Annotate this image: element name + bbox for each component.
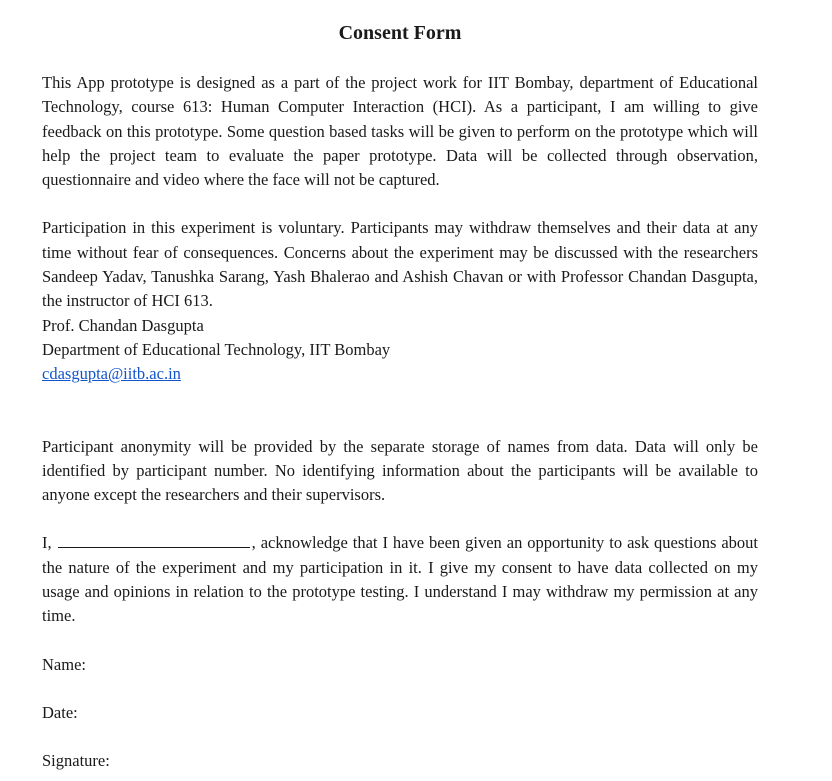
contact-department: Department of Educational Technology, IIT Bombay [42,339,391,359]
consent-suffix: , acknowledge that I have been given an opportunity to ask questions about the nature of the experiment and my participation in it. I give my consent to have data collected on my usage and opinions in relation to the prototype testing. I understand I may withdraw my permission at any time. [42,533,758,626]
anonymity-paragraph: Participant anonymity will be provided by the separate storage of names from data. Data will only be identified by participant number. No identifying information about the participants will be available to anyone except the researchers and their supervisors. [42,436,758,505]
contact-email-link[interactable]: cdasgupta@iitb.ac.in [42,364,181,384]
signature-field-label: Signature: [42,751,110,771]
consent-statement [42,531,758,628]
participation-paragraph: Participation in this experiment is voluntary. Participants may withdraw themselves and their data at any time without fear of consequences. Concerns about the experiment may be discussed with the researchers Sandeep Yadav, Tanushka Sarang, Yash Bhalerao and Ashish Chavan or with Professor Chandan Dasgupta, the instructor of HCI 613. [42,218,758,311]
contact-name: Prof. Chandan Dasgupta [42,315,204,335]
intro-paragraph: This App prototype is designed as a part of the project work for IIT Bombay, department of Educational Technology, course 613: Human Computer Interaction (HCI). As a participant, I am willing to give feedback on this prototype. Some question based tasks will be given to perform on the prototype which will help the project team to evaluate the paper prototype. Data will be collected through observation, questionnaire and video where the face will not be captured. [42,73,758,190]
consent-prefix: I, [42,533,52,553]
name-field-label: Name: [42,654,86,674]
date-field-label: Date: [42,702,78,722]
participant-name-blank[interactable] [58,533,250,548]
page-title: Consent Form [338,22,462,44]
